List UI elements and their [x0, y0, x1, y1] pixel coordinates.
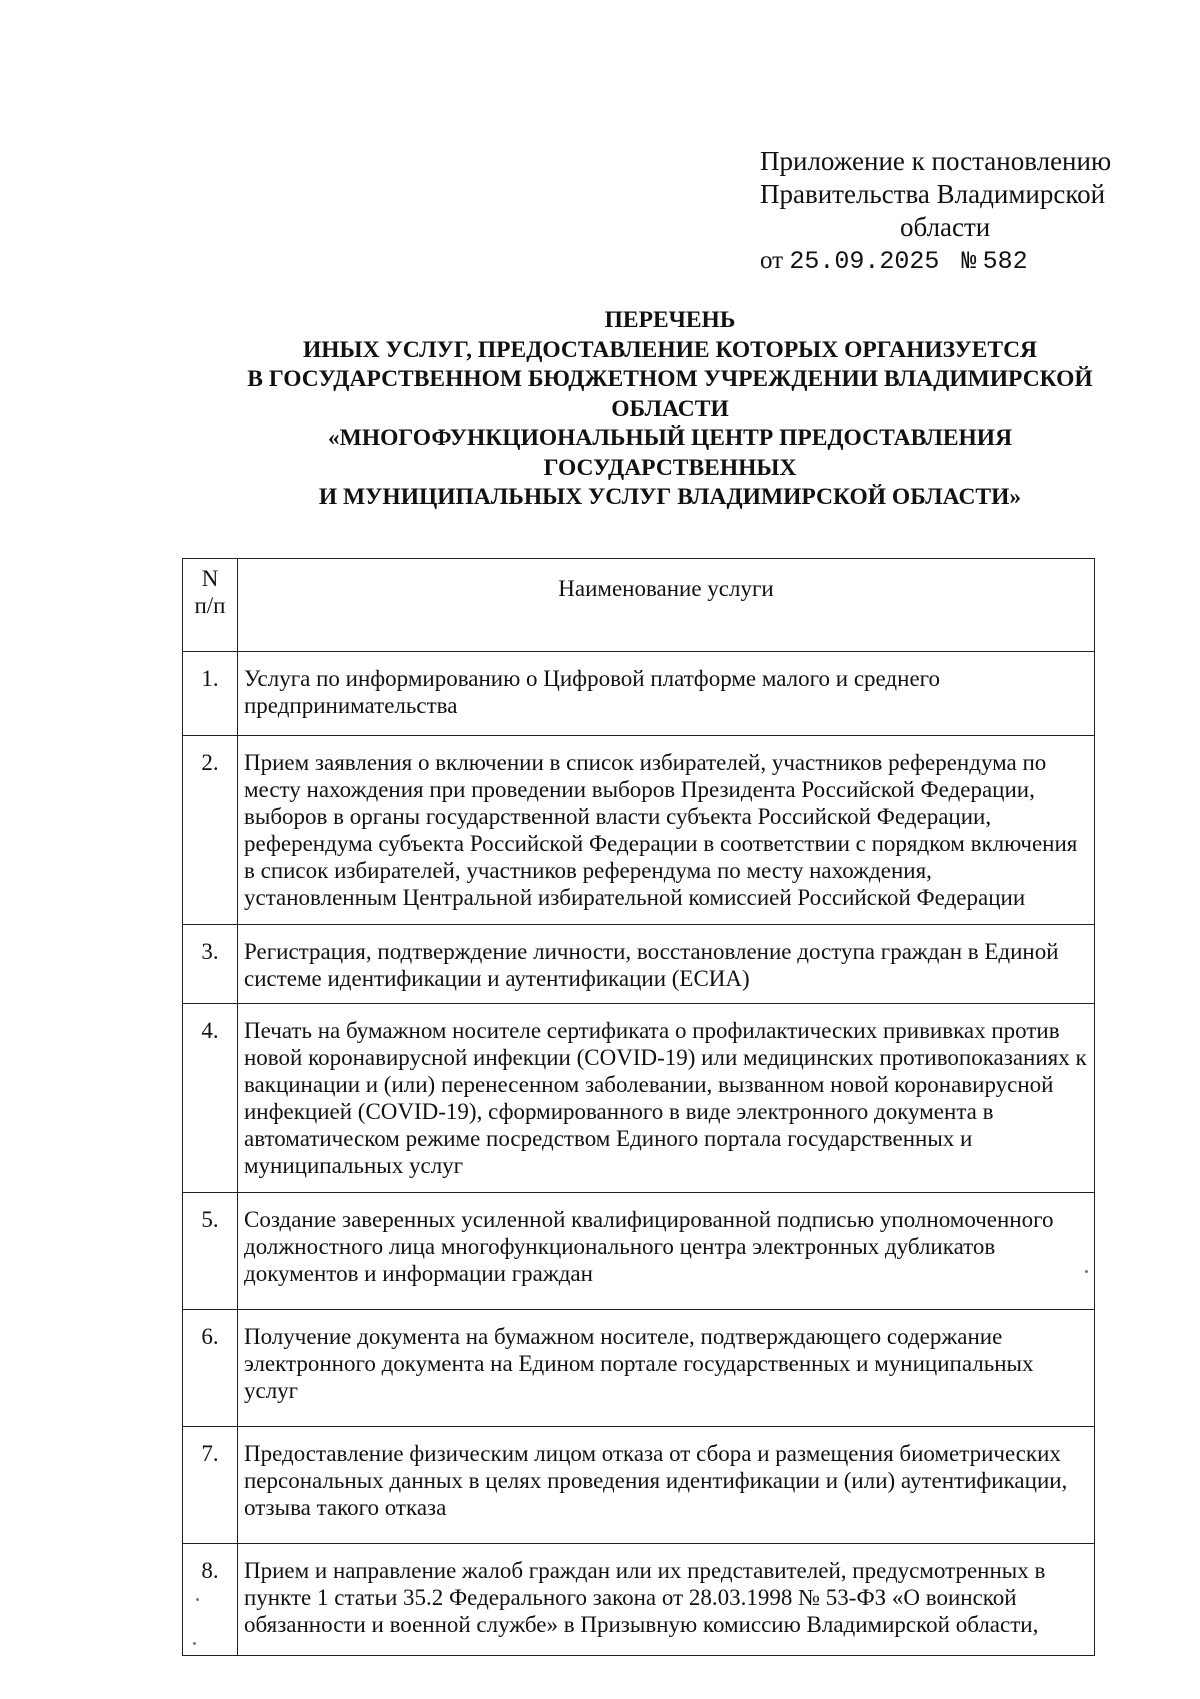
table-row [183, 1427, 1095, 1544]
title-line-5: «МНОГОФУНКЦИОНАЛЬНЫЙ ЦЕНТР ПРЕДОСТАВЛЕНИЯ [327, 425, 1013, 451]
scan-speck [196, 1598, 199, 1601]
service-name: Печать на бумажном носителе сертификата о профилактических прививках против новой коронавирусной инфекции (COVID-19) или медицинских противопоказаниях к вакцинации и (или) перенесенном заболевании, вызванном новой коронавирусной инфекцией (COVID-19), сформированного в виде электронного документа в автоматическом режиме посредством Единого портала государственных и муниципальных услуг [238, 1004, 1095, 1193]
service-name: Услуга по информированию о Цифровой платформе малого и среднего предпринимательства [238, 652, 1095, 736]
table-row [183, 1193, 1095, 1310]
header-number-line-1: N [201, 566, 219, 591]
title-line-2: ИНЫХ УСЛУГ, ПРЕДОСТАВЛЕНИЕ КОТОРЫХ ОРГАНИЗУЕТСЯ [302, 336, 1038, 363]
service-name: Создание заверенных усиленной квалифицированной подписью уполномоченного должностного лица многофункционального центра электронных дубликатов документов и информации граждан [238, 1193, 1095, 1310]
table-row [183, 652, 1095, 736]
row-number: 7. [183, 1427, 238, 1544]
document-number: 582 [982, 247, 1028, 276]
row-number: 6. [183, 1310, 238, 1427]
date-prefix: от [760, 247, 784, 274]
title-line-3: В ГОСУДАРСТВЕННОМ БЮДЖЕТНОМ УЧРЕЖДЕНИИ ВЛАДИМИРСКОЙ [247, 366, 1093, 392]
appendix-line-2: Правительства Владимирской [760, 179, 1106, 209]
table-row [183, 925, 1095, 1004]
title-line-7: И МУНИЦИПАЛЬНЫХ УСЛУГ ВЛАДИМИРСКОЙ ОБЛАСТИ» [318, 484, 1022, 510]
header-number-line-2: п/п [194, 593, 226, 618]
row-number: 5. [183, 1193, 238, 1310]
row-number: 1. [183, 652, 238, 736]
services-table [182, 558, 1095, 1656]
service-name: Регистрация, подтверждение личности, восстановление доступа граждан в Единой системе идентификации и аутентификации (ЕСИА) [238, 925, 1095, 1004]
table-row [183, 1544, 1095, 1656]
row-number: 4. [183, 1004, 238, 1193]
table-row [183, 736, 1095, 925]
service-name: Получение документа на бумажном носителе, подтверждающего содержание электронного документа на Едином портале государственных и муниципальных услуг [238, 1310, 1095, 1427]
scan-speck [1085, 1270, 1088, 1273]
row-number: 3. [183, 925, 238, 1004]
document-title [150, 306, 1190, 513]
service-name: Прием и направление жалоб граждан или их представителей, предусмотренных в пункте 1 статьи 35.2 Федерального закона от 28.03.1998 № 53-ФЗ «О воинской обязанности и военной службе» в Призывную комиссию Владимирской области, [238, 1544, 1095, 1656]
table-header-row [183, 559, 1095, 652]
table-row [183, 1310, 1095, 1427]
appendix-line-1: Приложение к постановлению [760, 146, 1112, 176]
row-number: 8. [183, 1544, 238, 1656]
document-date: 25.09.2025 [789, 247, 940, 276]
service-name: Предоставление физическим лицом отказа от сбора и размещения биометрических персональных данных в целях проведения идентификации и (или) аутентификации, отзыва такого отказа [238, 1427, 1095, 1544]
header-number-cell [183, 559, 238, 652]
appendix-line-3: области [900, 212, 991, 242]
appendix-date-line [760, 244, 1140, 278]
header-name-cell: Наименование услуги [238, 559, 1095, 652]
row-number: 2. [183, 736, 238, 925]
title-line-6: ГОСУДАРСТВЕННЫХ [543, 454, 797, 481]
title-line-1: ПЕРЕЧЕНЬ [604, 307, 736, 333]
table-row [183, 1004, 1095, 1193]
number-prefix: № [961, 247, 977, 276]
appendix-block [760, 145, 1140, 278]
scan-speck [193, 1642, 196, 1645]
title-line-4: ОБЛАСТИ [611, 395, 729, 422]
service-name: Прием заявления о включении в список избирателей, участников референдума по месту нахождения при проведении выборов Президента Российской Федерации, выборов в органы государственной власти субъекта Российской Федерации, референдума субъекта Российской Федерации в соответствии с порядком включения в список избирателей, участников референдума по месту нахождения, установленным Центральной избирательной комиссией Российской Федерации [238, 736, 1095, 925]
